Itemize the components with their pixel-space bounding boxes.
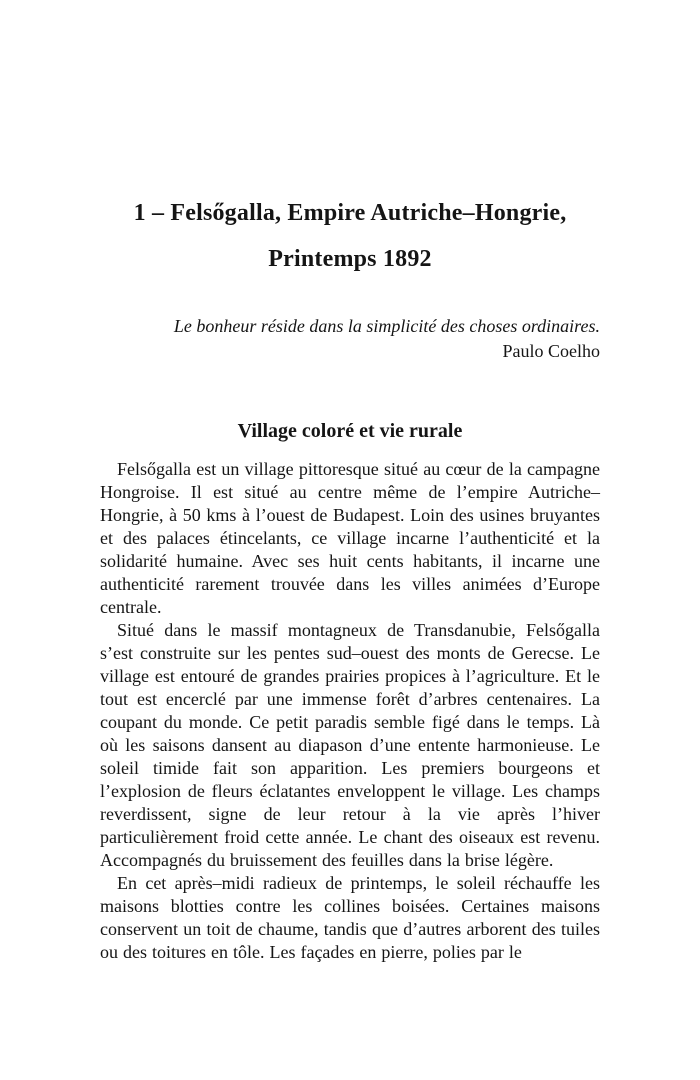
epigraph [100, 314, 600, 364]
body-paragraph: Situé dans le massif montagneux de Transdanubie, Felsőgalla s’est construite sur les pentes sud–ouest des monts de Gerecse. Le village est entouré de grandes prairies propices à l’agriculture. Et le tout est encerclé par une immense forêt d’arbres centenaires. La coupant du monde. Ce petit paradis semble figé dans le temps. Là où les saisons dansent au diapason d’une entente harmonieuse. Le soleil timide fait son apparition. Les premiers bourgeons et l’explosion de fleurs éclatantes enveloppent le village. Les champs reverdissent, signe de leur retour à la vie après l’hiver particulièrement froid cette année. Le chant des oiseaux est revenu. Accompagnés du bruissement des feuilles dans la brise légère. [100, 620, 600, 870]
chapter-title [100, 190, 600, 282]
epigraph-quote: Le bonheur réside dans la simplicité des choses ordinaires. [173, 316, 600, 336]
chapter-title-line-1: 1 – Felsőgalla, Empire Autriche–Hongrie, [133, 200, 567, 226]
body-paragraph: En cet après–midi radieux de printemps, le soleil réchauffe les maisons blotties contre les collines boisées. Certaines maisons conservent un toit de chaume, tandis que d’autres arborent des tuiles ou des toitures en tôle. Les façades en pierre, polies par le [100, 873, 600, 962]
chapter-title-line-2: Printemps 1892 [268, 246, 432, 272]
epigraph-author: Paulo Coelho [502, 341, 600, 361]
body-text [100, 458, 600, 964]
body-paragraph: Felsőgalla est un village pittoresque situé au cœur de la campagne Hongroise. Il est situé au centre même de l’empire Autriche–Hongrie, à 50 kms à l’ouest de Budapest. Loin des usines bruyantes et des palaces étincelants, ce village incarne l’authenticité et la solidarité humaine. Avec ses huit cents habitants, il incarne une authenticité rarement trouvée dans les villes animées d’Europe centrale. [100, 459, 600, 617]
section-heading: Village coloré et vie rurale [237, 420, 463, 442]
